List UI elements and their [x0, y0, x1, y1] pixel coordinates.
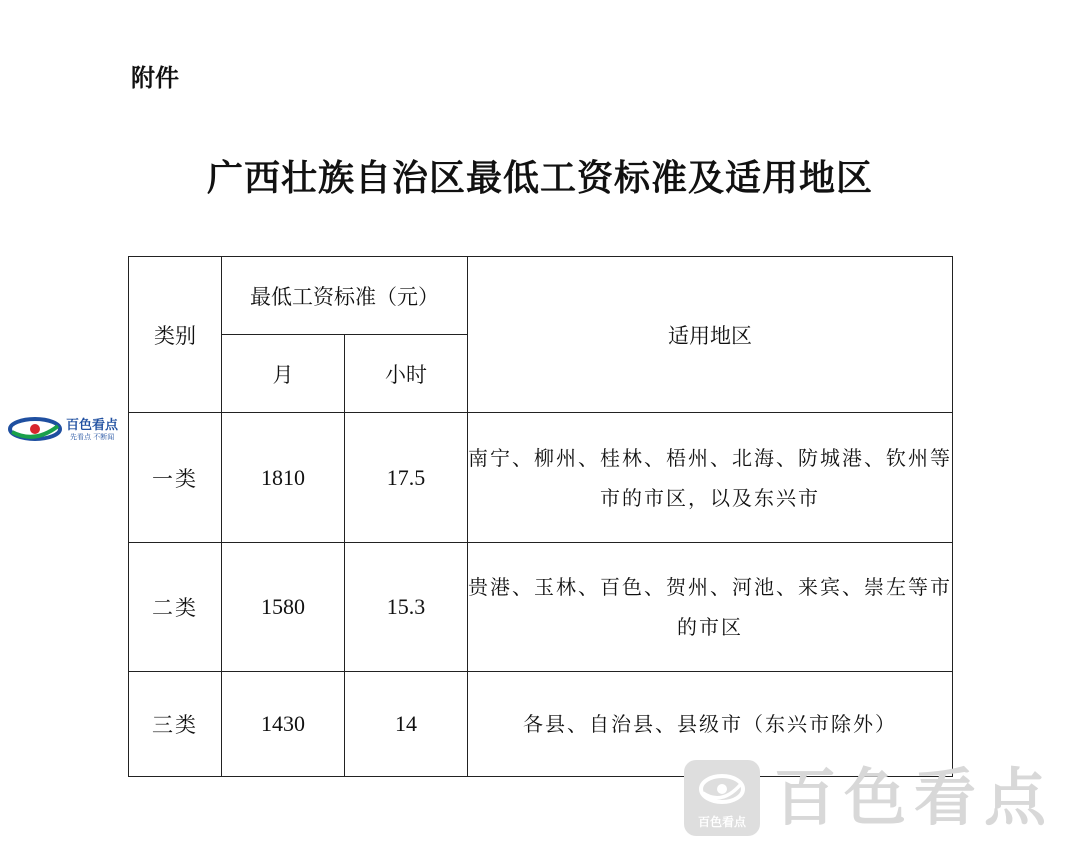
row-hour-wage: 15.3	[345, 543, 468, 672]
row-area: 贵港、玉林、百色、贺州、河池、来宾、崇左等市的市区	[468, 543, 953, 672]
row-area: 各县、自治县、县级市（东兴市除外）	[468, 672, 953, 777]
row-hour-wage: 17.5	[345, 413, 468, 543]
watermark-tag: 百色看点	[697, 815, 746, 829]
table-header-row	[129, 257, 953, 335]
logo-name: 百色看点	[66, 418, 119, 433]
document-title: 广西壮族自治区最低工资标准及适用地区	[206, 157, 873, 199]
row-month-wage: 1430	[222, 672, 345, 777]
attachment-label: 附件	[131, 64, 179, 92]
baise-logo	[8, 414, 148, 444]
watermark-text: 百色看点	[774, 761, 1055, 834]
watermark-logo-box	[684, 760, 760, 836]
row-category: 二类	[129, 543, 222, 672]
header-hour: 小时	[345, 335, 468, 413]
row-month-wage: 1810	[222, 413, 345, 543]
row-hour-wage: 14	[345, 672, 468, 777]
row-category: 三类	[129, 672, 222, 777]
watermark	[684, 760, 1064, 836]
wage-table	[128, 256, 953, 777]
row-category: 一类	[129, 413, 222, 543]
logo-swirl-icon	[8, 416, 62, 442]
header-area: 适用地区	[468, 257, 953, 413]
header-standard: 最低工资标准（元）	[222, 257, 468, 335]
row-month-wage: 1580	[222, 543, 345, 672]
table-row	[129, 543, 953, 672]
row-area: 南宁、柳州、桂林、梧州、北海、防城港、钦州等市的市区，以及东兴市	[468, 413, 953, 543]
header-month: 月	[222, 335, 345, 413]
table-row	[129, 413, 953, 543]
watermark-logo-icon	[698, 772, 746, 806]
logo-slogan: 先看点 不断闻	[70, 433, 115, 441]
header-category: 类别	[129, 257, 222, 413]
